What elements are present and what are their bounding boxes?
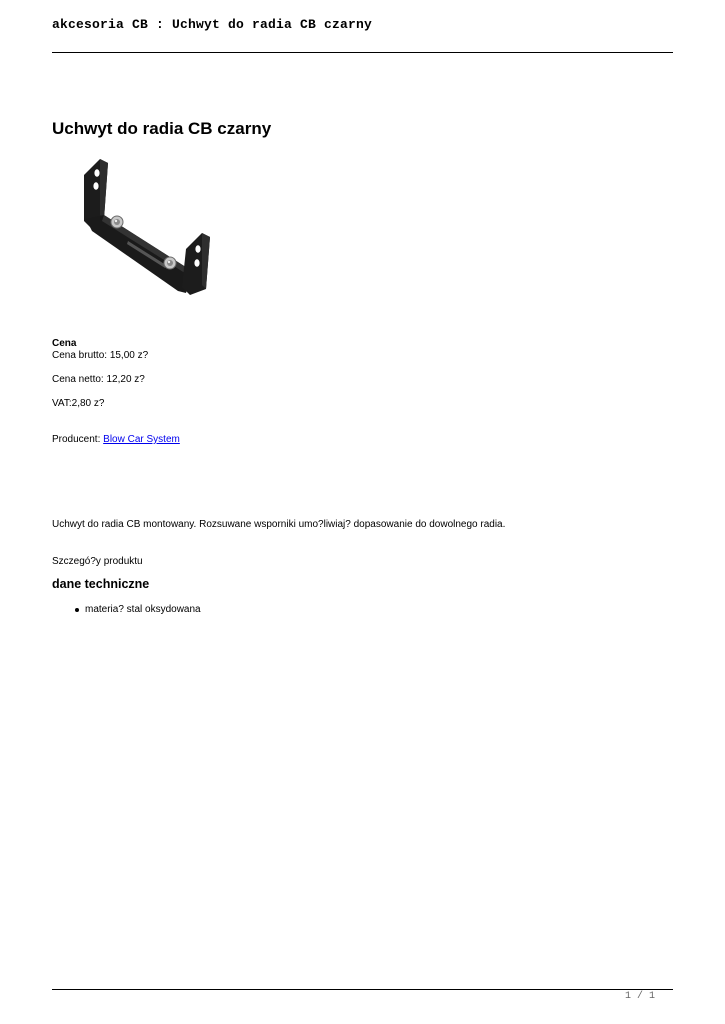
producer-line (52, 434, 180, 446)
product-title: Uchwyt do radia CB czarny (52, 119, 272, 138)
header-title: akcesoria CB : Uchwyt do radia CB czarny (52, 17, 373, 32)
details-label: Szczegó?y produktu (52, 556, 143, 567)
spec-item-label: materia? stal oksydowana (85, 604, 201, 615)
price-gross: Cena brutto: 15,00 z? (52, 350, 149, 361)
specs-heading: dane techniczne (52, 577, 150, 591)
bracket-base-plate (86, 215, 192, 293)
price-heading: Cena (52, 338, 77, 349)
page-number: 1 / 1 (624, 991, 655, 1002)
producer-link[interactable]: Blow Car System (103, 434, 180, 445)
list-item (72, 604, 201, 616)
price-net: Cena netto: 12,20 z? (52, 374, 145, 385)
footer-divider (52, 989, 673, 990)
producer-label: Producent: (52, 434, 104, 445)
bracket-image (78, 157, 212, 295)
bullet-icon (75, 608, 79, 612)
specs-list (72, 604, 201, 616)
product-description: Uchwyt do radia CB montowany. Rozsuwane wsporniki umo?liwiaj? dopasowanie do dowolnego radia. (52, 519, 506, 530)
price-vat: VAT:2,80 z? (52, 398, 105, 409)
header-divider (52, 52, 673, 53)
